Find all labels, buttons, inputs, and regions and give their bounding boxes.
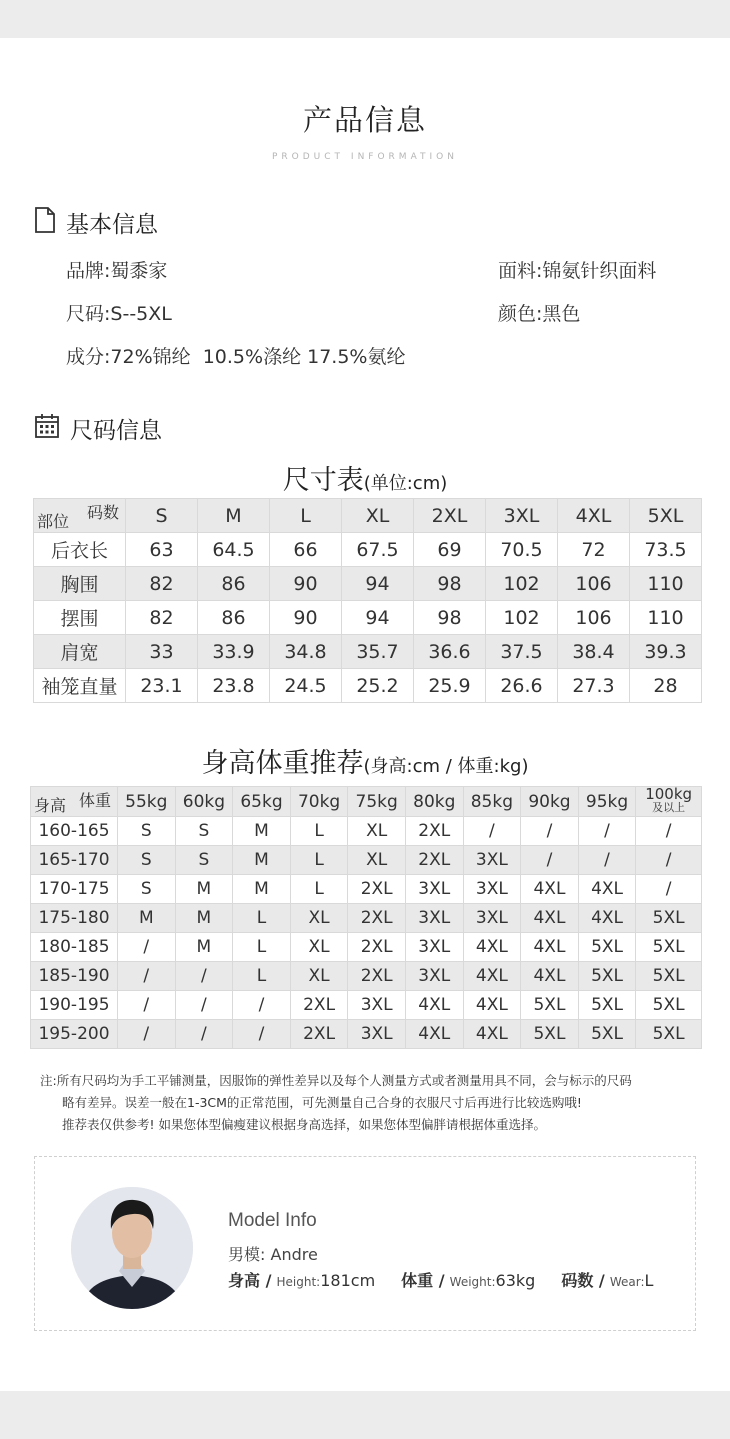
height-range-label: 185-190 — [31, 962, 118, 991]
measurement-cell: 25.9 — [414, 669, 486, 703]
height-range-label: 190-195 — [31, 991, 118, 1020]
weight-column-header-last — [636, 787, 702, 817]
basic-info-title: 基本信息 — [66, 212, 158, 238]
color-text: 颜色:黑色 — [498, 303, 581, 325]
weight-column-header: 60kg — [175, 787, 233, 817]
measurement-cell: 70.5 — [486, 533, 558, 567]
recommend-table-name: 身高体重推荐 — [201, 748, 364, 779]
recommended-size-cell: 4XL — [521, 933, 579, 962]
measurement-cell: 94 — [342, 601, 414, 635]
size-table-row — [34, 635, 702, 669]
page-title: 产品信息 — [302, 103, 427, 137]
note-line-2: 略有差异。误差一般在1-3CM的正常范围，可先测量自己合身的衣服尺寸后再进行比较选购哦! — [62, 1095, 582, 1110]
last-weight-suffix: 及以上 — [652, 801, 686, 814]
size-info-title: 尺码信息 — [70, 418, 162, 444]
measurement-cell: 35.7 — [342, 635, 414, 669]
size-column-header: L — [270, 499, 342, 533]
recommended-size-cell: 2XL — [290, 1020, 348, 1049]
recommended-size-cell: 4XL — [405, 991, 463, 1020]
calendar-icon — [34, 413, 60, 445]
size-table-title — [0, 458, 730, 497]
corner-top-label: 码数 — [86, 503, 119, 522]
height-en: Height: — [276, 1275, 321, 1289]
size-column-header: 5XL — [630, 499, 702, 533]
weight-column-header: 80kg — [405, 787, 463, 817]
recommend-table-row — [31, 1020, 702, 1049]
measurement-cell: 94 — [342, 567, 414, 601]
recommended-size-cell: 3XL — [463, 904, 521, 933]
recommended-size-cell: S — [175, 817, 233, 846]
size-column-header: 4XL — [558, 499, 630, 533]
recommend-table-title — [0, 741, 730, 780]
recommend-table-row — [31, 875, 702, 904]
page-subtitle: PRODUCT INFORMATION — [271, 152, 459, 162]
composition-text: 成分:72%锦纶 10.5%涤纶 17.5%氨纶 — [66, 346, 406, 368]
measurement-cell: 33 — [126, 635, 198, 669]
recommended-size-cell: S — [118, 846, 176, 875]
weight-column-header: 65kg — [233, 787, 291, 817]
top-band — [0, 0, 730, 38]
wear-value: L — [644, 1271, 654, 1290]
measurement-cell: 33.9 — [198, 635, 270, 669]
recommended-size-cell: 4XL — [463, 991, 521, 1020]
measurement-cell: 37.5 — [486, 635, 558, 669]
recommended-size-cell: M — [175, 875, 233, 904]
measurement-cell: 90 — [270, 601, 342, 635]
recommended-size-cell: 2XL — [405, 846, 463, 875]
basic-info-heading — [34, 206, 158, 239]
measurement-cell: 26.6 — [486, 669, 558, 703]
recommend-table-unit: (身高:cm / 体重:kg) — [363, 756, 529, 777]
recommended-size-cell: 4XL — [463, 962, 521, 991]
recommend-table-row — [31, 933, 702, 962]
last-weight-value: 100kg — [645, 785, 693, 803]
measurement-cell: 106 — [558, 567, 630, 601]
recommended-size-cell: 5XL — [636, 933, 702, 962]
recommended-size-cell: M — [175, 904, 233, 933]
recommended-size-cell: M — [233, 875, 291, 904]
recommend-table — [30, 786, 702, 1049]
recommended-size-cell: 2XL — [348, 962, 406, 991]
recommended-size-cell: 4XL — [578, 875, 636, 904]
measurement-cell: 66 — [270, 533, 342, 567]
measurement-cell: 110 — [630, 601, 702, 635]
recommended-size-cell: L — [290, 846, 348, 875]
recommended-size-cell: 2XL — [348, 875, 406, 904]
recommended-size-cell: / — [118, 933, 176, 962]
measurement-cell: 23.1 — [126, 669, 198, 703]
measurement-cell: 24.5 — [270, 669, 342, 703]
measurement-cell: 28 — [630, 669, 702, 703]
weight-column-header: 85kg — [463, 787, 521, 817]
size-note — [40, 1070, 700, 1136]
height-range-label: 180-185 — [31, 933, 118, 962]
recommended-size-cell: XL — [290, 904, 348, 933]
recommended-size-cell: M — [233, 817, 291, 846]
recommended-size-cell: 2XL — [348, 904, 406, 933]
model-name-line — [228, 1242, 318, 1265]
recommended-size-cell: S — [118, 875, 176, 904]
height-range-label: 160-165 — [31, 817, 118, 846]
model-info-title: Model Info — [228, 1210, 317, 1231]
weight-column-header: 55kg — [118, 787, 176, 817]
measurement-cell: 106 — [558, 601, 630, 635]
recommended-size-cell: / — [578, 846, 636, 875]
size-corner-cell — [34, 499, 126, 533]
recommended-size-cell: / — [463, 817, 521, 846]
measurement-cell: 98 — [414, 567, 486, 601]
recommend-table-row — [31, 817, 702, 846]
row-label: 袖笼直量 — [34, 669, 126, 703]
recommended-size-cell: 3XL — [463, 846, 521, 875]
size-table-unit: (单位:cm) — [363, 473, 448, 494]
recommended-size-cell: 3XL — [348, 991, 406, 1020]
size-table-row — [34, 601, 702, 635]
measurement-cell: 90 — [270, 567, 342, 601]
height-label: 身高 / — [228, 1271, 272, 1290]
recommend-table-row — [31, 904, 702, 933]
recommended-size-cell: / — [175, 991, 233, 1020]
measurement-cell: 36.6 — [414, 635, 486, 669]
size-column-header: M — [198, 499, 270, 533]
measurement-cell: 82 — [126, 567, 198, 601]
size-column-header: 2XL — [414, 499, 486, 533]
row-label: 肩宽 — [34, 635, 126, 669]
recommended-size-cell: S — [118, 817, 176, 846]
recommended-size-cell: / — [233, 991, 291, 1020]
measurement-cell: 38.4 — [558, 635, 630, 669]
recommended-size-cell: L — [233, 904, 291, 933]
recommended-size-cell: 5XL — [636, 962, 702, 991]
measurement-cell: 34.8 — [270, 635, 342, 669]
measurement-cell: 86 — [198, 567, 270, 601]
recommended-size-cell: 3XL — [348, 1020, 406, 1049]
recommended-size-cell: S — [175, 846, 233, 875]
weight-column-header: 90kg — [521, 787, 579, 817]
recommended-size-cell: / — [521, 846, 579, 875]
recommended-size-cell: 5XL — [636, 904, 702, 933]
recommend-header-row — [31, 787, 702, 817]
recommended-size-cell: M — [175, 933, 233, 962]
measurement-cell: 69 — [414, 533, 486, 567]
recommended-size-cell: / — [118, 991, 176, 1020]
recommended-size-cell: 4XL — [521, 875, 579, 904]
recommended-size-cell: 5XL — [578, 991, 636, 1020]
recommended-size-cell: / — [118, 1020, 176, 1049]
model-info-card — [34, 1156, 696, 1331]
row-label: 胸围 — [34, 567, 126, 601]
note-line-3: 推荐表仅供参考! 如果您体型偏瘦建议根据身高选择，如果您体型偏胖请根据体重选择。 — [62, 1117, 546, 1132]
size-column-header: XL — [342, 499, 414, 533]
size-column-header: 3XL — [486, 499, 558, 533]
brand-text: 品牌:蜀黍家 — [66, 260, 168, 282]
recommended-size-cell: 4XL — [521, 904, 579, 933]
recommended-size-cell: 3XL — [405, 904, 463, 933]
weight-en: Weight: — [449, 1275, 496, 1289]
measurement-cell: 39.3 — [630, 635, 702, 669]
recommended-size-cell: 2XL — [290, 991, 348, 1020]
recommended-size-cell: / — [636, 817, 702, 846]
size-table-row — [34, 567, 702, 601]
recommend-table-row — [31, 846, 702, 875]
measurement-cell: 110 — [630, 567, 702, 601]
height-range-label: 175-180 — [31, 904, 118, 933]
recommended-size-cell: L — [290, 875, 348, 904]
weight-label: 体重 / — [401, 1271, 445, 1290]
measurement-cell: 64.5 — [198, 533, 270, 567]
weight-value: 63kg — [495, 1271, 536, 1290]
row-label: 摆围 — [34, 601, 126, 635]
wear-en: Wear: — [609, 1275, 645, 1289]
recommended-size-cell: XL — [348, 846, 406, 875]
note-line-1: 注:所有尺码均为手工平铺测量，因服饰的弹性差异以及每个人测量方式或者测量用具不同，会与标示的尺码 — [40, 1073, 632, 1088]
size-range-text: 尺码:S--5XL — [66, 303, 172, 325]
recommended-size-cell: L — [233, 962, 291, 991]
measurement-cell: 102 — [486, 567, 558, 601]
recommended-size-cell: / — [175, 1020, 233, 1049]
recommended-size-cell: 2XL — [348, 933, 406, 962]
recommended-size-cell: L — [233, 933, 291, 962]
measurement-cell: 67.5 — [342, 533, 414, 567]
model-avatar — [71, 1187, 193, 1309]
recommended-size-cell: XL — [290, 933, 348, 962]
size-column-header: S — [126, 499, 198, 533]
wear-label: 码数 / — [561, 1271, 605, 1290]
recommended-size-cell: 5XL — [578, 962, 636, 991]
bottom-band — [0, 1391, 730, 1439]
measurement-cell: 72 — [558, 533, 630, 567]
measurement-cell: 102 — [486, 601, 558, 635]
recommended-size-cell: 3XL — [405, 933, 463, 962]
recommended-size-cell: 5XL — [636, 991, 702, 1020]
recommend-table-row — [31, 991, 702, 1020]
recommended-size-cell: 5XL — [578, 1020, 636, 1049]
recommended-size-cell: 5XL — [578, 933, 636, 962]
recommended-size-cell: 3XL — [405, 962, 463, 991]
size-info-heading — [34, 412, 162, 445]
recommended-size-cell: 5XL — [521, 1020, 579, 1049]
recommended-size-cell: XL — [348, 817, 406, 846]
size-table-name: 尺寸表 — [282, 465, 364, 496]
model-stats-line — [228, 1268, 653, 1291]
recommended-size-cell: 4XL — [521, 962, 579, 991]
measurement-cell: 86 — [198, 601, 270, 635]
recommend-corner-cell — [31, 787, 118, 817]
recommended-size-cell: 5XL — [636, 1020, 702, 1049]
size-header-row — [34, 499, 702, 533]
recommended-size-cell: / — [233, 1020, 291, 1049]
corner-bottom-label: 身高 — [34, 796, 67, 815]
measurement-cell: 25.2 — [342, 669, 414, 703]
recommended-size-cell: 3XL — [463, 875, 521, 904]
height-range-label: 195-200 — [31, 1020, 118, 1049]
recommended-size-cell: / — [636, 846, 702, 875]
size-table-row — [34, 533, 702, 567]
row-label: 后衣长 — [34, 533, 126, 567]
recommended-size-cell: 4XL — [463, 933, 521, 962]
recommended-size-cell: XL — [290, 962, 348, 991]
recommended-size-cell: 5XL — [521, 991, 579, 1020]
recommended-size-cell: M — [233, 846, 291, 875]
model-name-label: 男模: — [228, 1245, 266, 1264]
weight-column-header: 75kg — [348, 787, 406, 817]
measurement-cell: 23.8 — [198, 669, 270, 703]
recommended-size-cell: / — [118, 962, 176, 991]
recommended-size-cell: 4XL — [405, 1020, 463, 1049]
size-table — [33, 498, 702, 703]
recommended-size-cell: 4XL — [463, 1020, 521, 1049]
document-icon — [34, 207, 56, 239]
corner-top-label: 体重 — [78, 791, 111, 810]
recommended-size-cell: L — [290, 817, 348, 846]
height-range-label: 165-170 — [31, 846, 118, 875]
height-range-label: 170-175 — [31, 875, 118, 904]
weight-column-header: 70kg — [290, 787, 348, 817]
recommend-table-row — [31, 962, 702, 991]
recommended-size-cell: 4XL — [578, 904, 636, 933]
fabric-text: 面料:锦氨针织面料 — [498, 260, 657, 282]
measurement-cell: 27.3 — [558, 669, 630, 703]
recommended-size-cell: / — [175, 962, 233, 991]
weight-column-header: 95kg — [578, 787, 636, 817]
recommended-size-cell: 2XL — [405, 817, 463, 846]
model-name: Andre — [270, 1245, 318, 1264]
corner-bottom-label: 部位 — [37, 512, 70, 531]
recommended-size-cell: M — [118, 904, 176, 933]
measurement-cell: 63 — [126, 533, 198, 567]
measurement-cell: 82 — [126, 601, 198, 635]
recommended-size-cell: / — [636, 875, 702, 904]
recommended-size-cell: / — [578, 817, 636, 846]
measurement-cell: 73.5 — [630, 533, 702, 567]
size-table-row — [34, 669, 702, 703]
recommended-size-cell: / — [521, 817, 579, 846]
height-value: 181cm — [320, 1271, 376, 1290]
measurement-cell: 98 — [414, 601, 486, 635]
recommended-size-cell: 3XL — [405, 875, 463, 904]
